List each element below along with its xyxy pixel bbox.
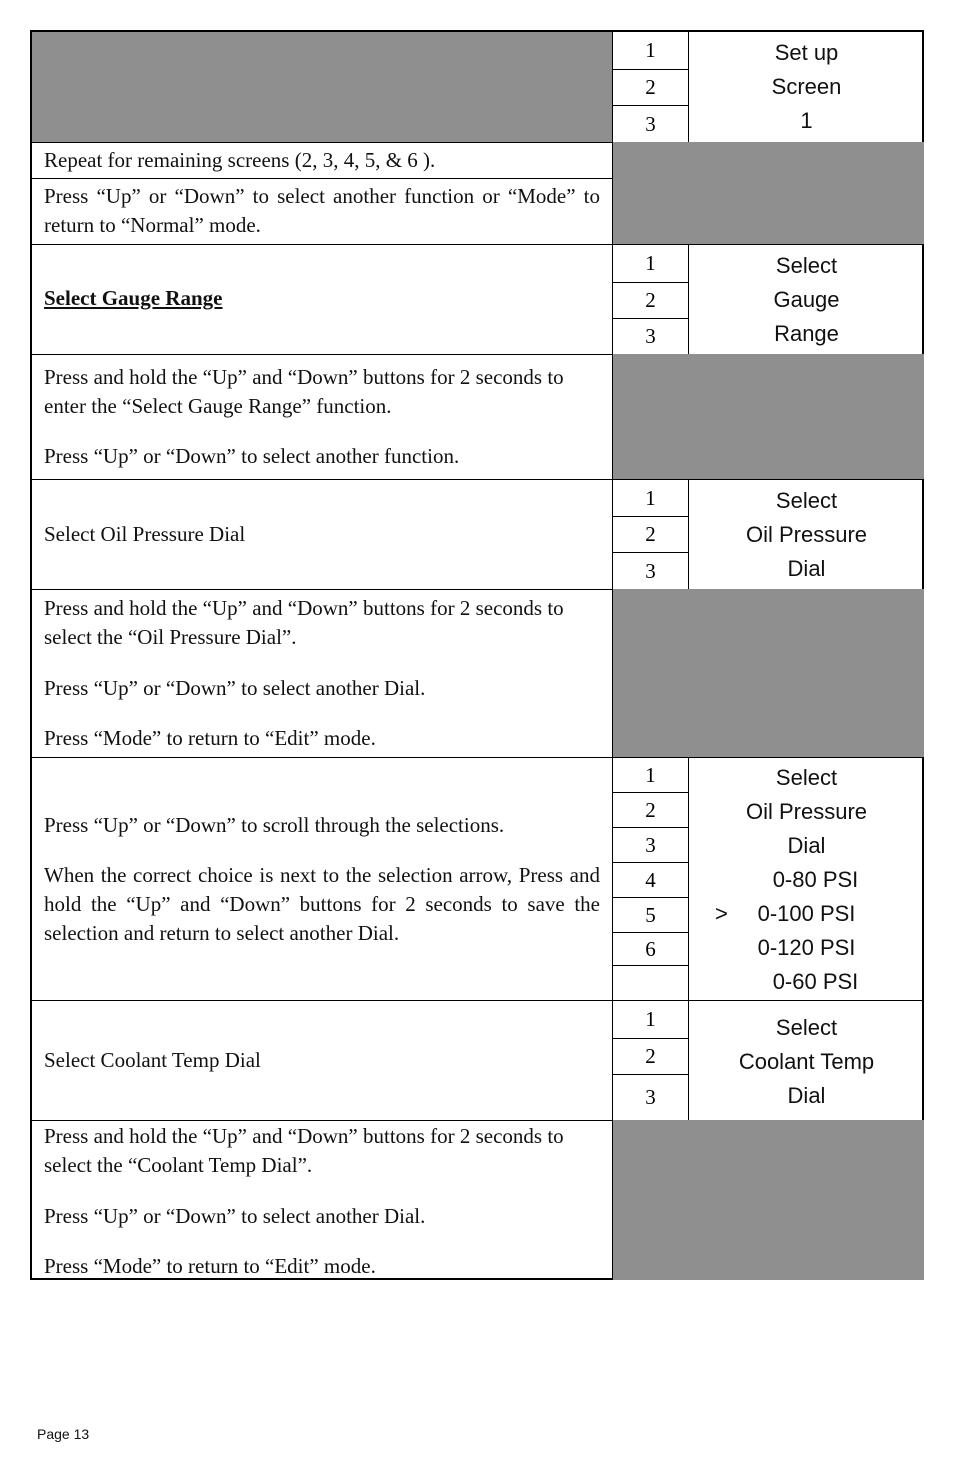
step-number: 2: [612, 516, 688, 552]
display-option: 0-80 PSI: [772, 867, 859, 892]
display-line: Gauge: [773, 287, 840, 312]
step-number: 2: [612, 282, 688, 318]
step-number: 4: [612, 862, 688, 897]
display-line: Dial: [787, 1083, 826, 1108]
display-option: 0-120 PSI: [757, 935, 856, 960]
coolant-dial-instruction: Press “Mode” to return to “Edit” mode.: [44, 1254, 376, 1278]
step-number: 1: [612, 1000, 688, 1038]
shaded-cell: [612, 1120, 924, 1280]
step-number: 3: [612, 827, 688, 862]
display-line: Select: [775, 488, 838, 513]
oil-dial-instruction: Press “Mode” to return to “Edit” mode.: [44, 726, 376, 750]
step-number: [612, 965, 688, 1000]
oil-dial-heading: Select Oil Pressure Dial: [44, 522, 246, 546]
shaded-cell: [612, 589, 924, 757]
lcd-display-coolant-dial: [688, 1000, 924, 1120]
step-number: 5: [612, 897, 688, 932]
step-number: 3: [612, 1074, 688, 1120]
step-number: 1: [612, 757, 688, 792]
gauge-range-heading: Select Gauge Range: [44, 286, 223, 310]
display-line: Select: [775, 1015, 838, 1040]
repeat-text: Repeat for remaining screens (2, 3, 4, 5, & 6 ).: [44, 148, 436, 172]
step-number: 3: [612, 105, 688, 142]
display-line: Screen: [771, 74, 842, 99]
display-line: Oil Pressure: [745, 799, 868, 824]
step-number: 2: [612, 1038, 688, 1074]
display-line: Range: [774, 321, 839, 346]
oil-dial-instruction: Press “Up” or “Down” to select another Dial.: [44, 676, 426, 700]
display-line: 1: [800, 108, 813, 133]
step-number: 6: [612, 932, 688, 965]
display-line: Set up: [774, 40, 839, 65]
display-line: Dial: [787, 833, 826, 858]
display-line: Select: [775, 765, 838, 790]
display-line: Coolant Temp: [738, 1049, 875, 1074]
instruction-table: [30, 30, 924, 1280]
step-number: 3: [612, 552, 688, 589]
gauge-range-instruction: Press “Up” or “Down” to select another function.: [44, 444, 460, 468]
gauge-range-heading-wrap: [44, 284, 600, 313]
display-line: Select: [775, 253, 838, 278]
step-number: 1: [612, 479, 688, 516]
lcd-display-oil-dial: [688, 479, 924, 589]
display-line: Oil Pressure: [745, 522, 868, 547]
coolant-dial-instruction: Press and hold the “Up” and “Down” buttons for 2 seconds to select the “Coolant Temp Dial”.: [44, 1124, 564, 1177]
step-number: 1: [612, 32, 688, 69]
gauge-range-instruction: Press and hold the “Up” and “Down” buttons for 2 seconds to enter the “Select Gauge Range” function.: [44, 365, 564, 418]
shaded-cell: [612, 142, 924, 244]
selection-arrow-icon: >: [715, 901, 728, 926]
display-line: Dial: [787, 556, 826, 581]
display-option: 0-60 PSI: [772, 969, 859, 994]
step-number: 3: [612, 318, 688, 354]
shaded-cell: [612, 354, 924, 479]
shaded-cell: [32, 32, 612, 142]
lcd-display-oil-select: [688, 757, 924, 1000]
save-instruction: When the correct choice is next to the selection arrow, Press and hold the “Up” and “Down” buttons for 2 seconds to save the selection and return to select another Dial.: [44, 863, 600, 945]
step-number: 2: [612, 69, 688, 105]
press-text: Press “Up” or “Down” to select another function or “Mode” to return to “Normal” mode.: [44, 184, 600, 237]
page-number: Page 13: [37, 1426, 90, 1442]
display-option-selected: [689, 897, 924, 931]
coolant-dial-instruction: Press “Up” or “Down” to select another Dial.: [44, 1204, 426, 1228]
lcd-display-gauge-range: [688, 244, 924, 354]
oil-dial-instruction: Press and hold the “Up” and “Down” buttons for 2 seconds to select the “Oil Pressure Dial”.: [44, 596, 564, 649]
coolant-dial-heading: Select Coolant Temp Dial: [44, 1048, 261, 1072]
display-option: 0-100 PSI: [757, 901, 856, 926]
scroll-instruction: Press “Up” or “Down” to scroll through the selections.: [44, 813, 505, 837]
step-number: 2: [612, 792, 688, 827]
step-number: 1: [612, 244, 688, 282]
lcd-display-setup: [688, 32, 924, 142]
